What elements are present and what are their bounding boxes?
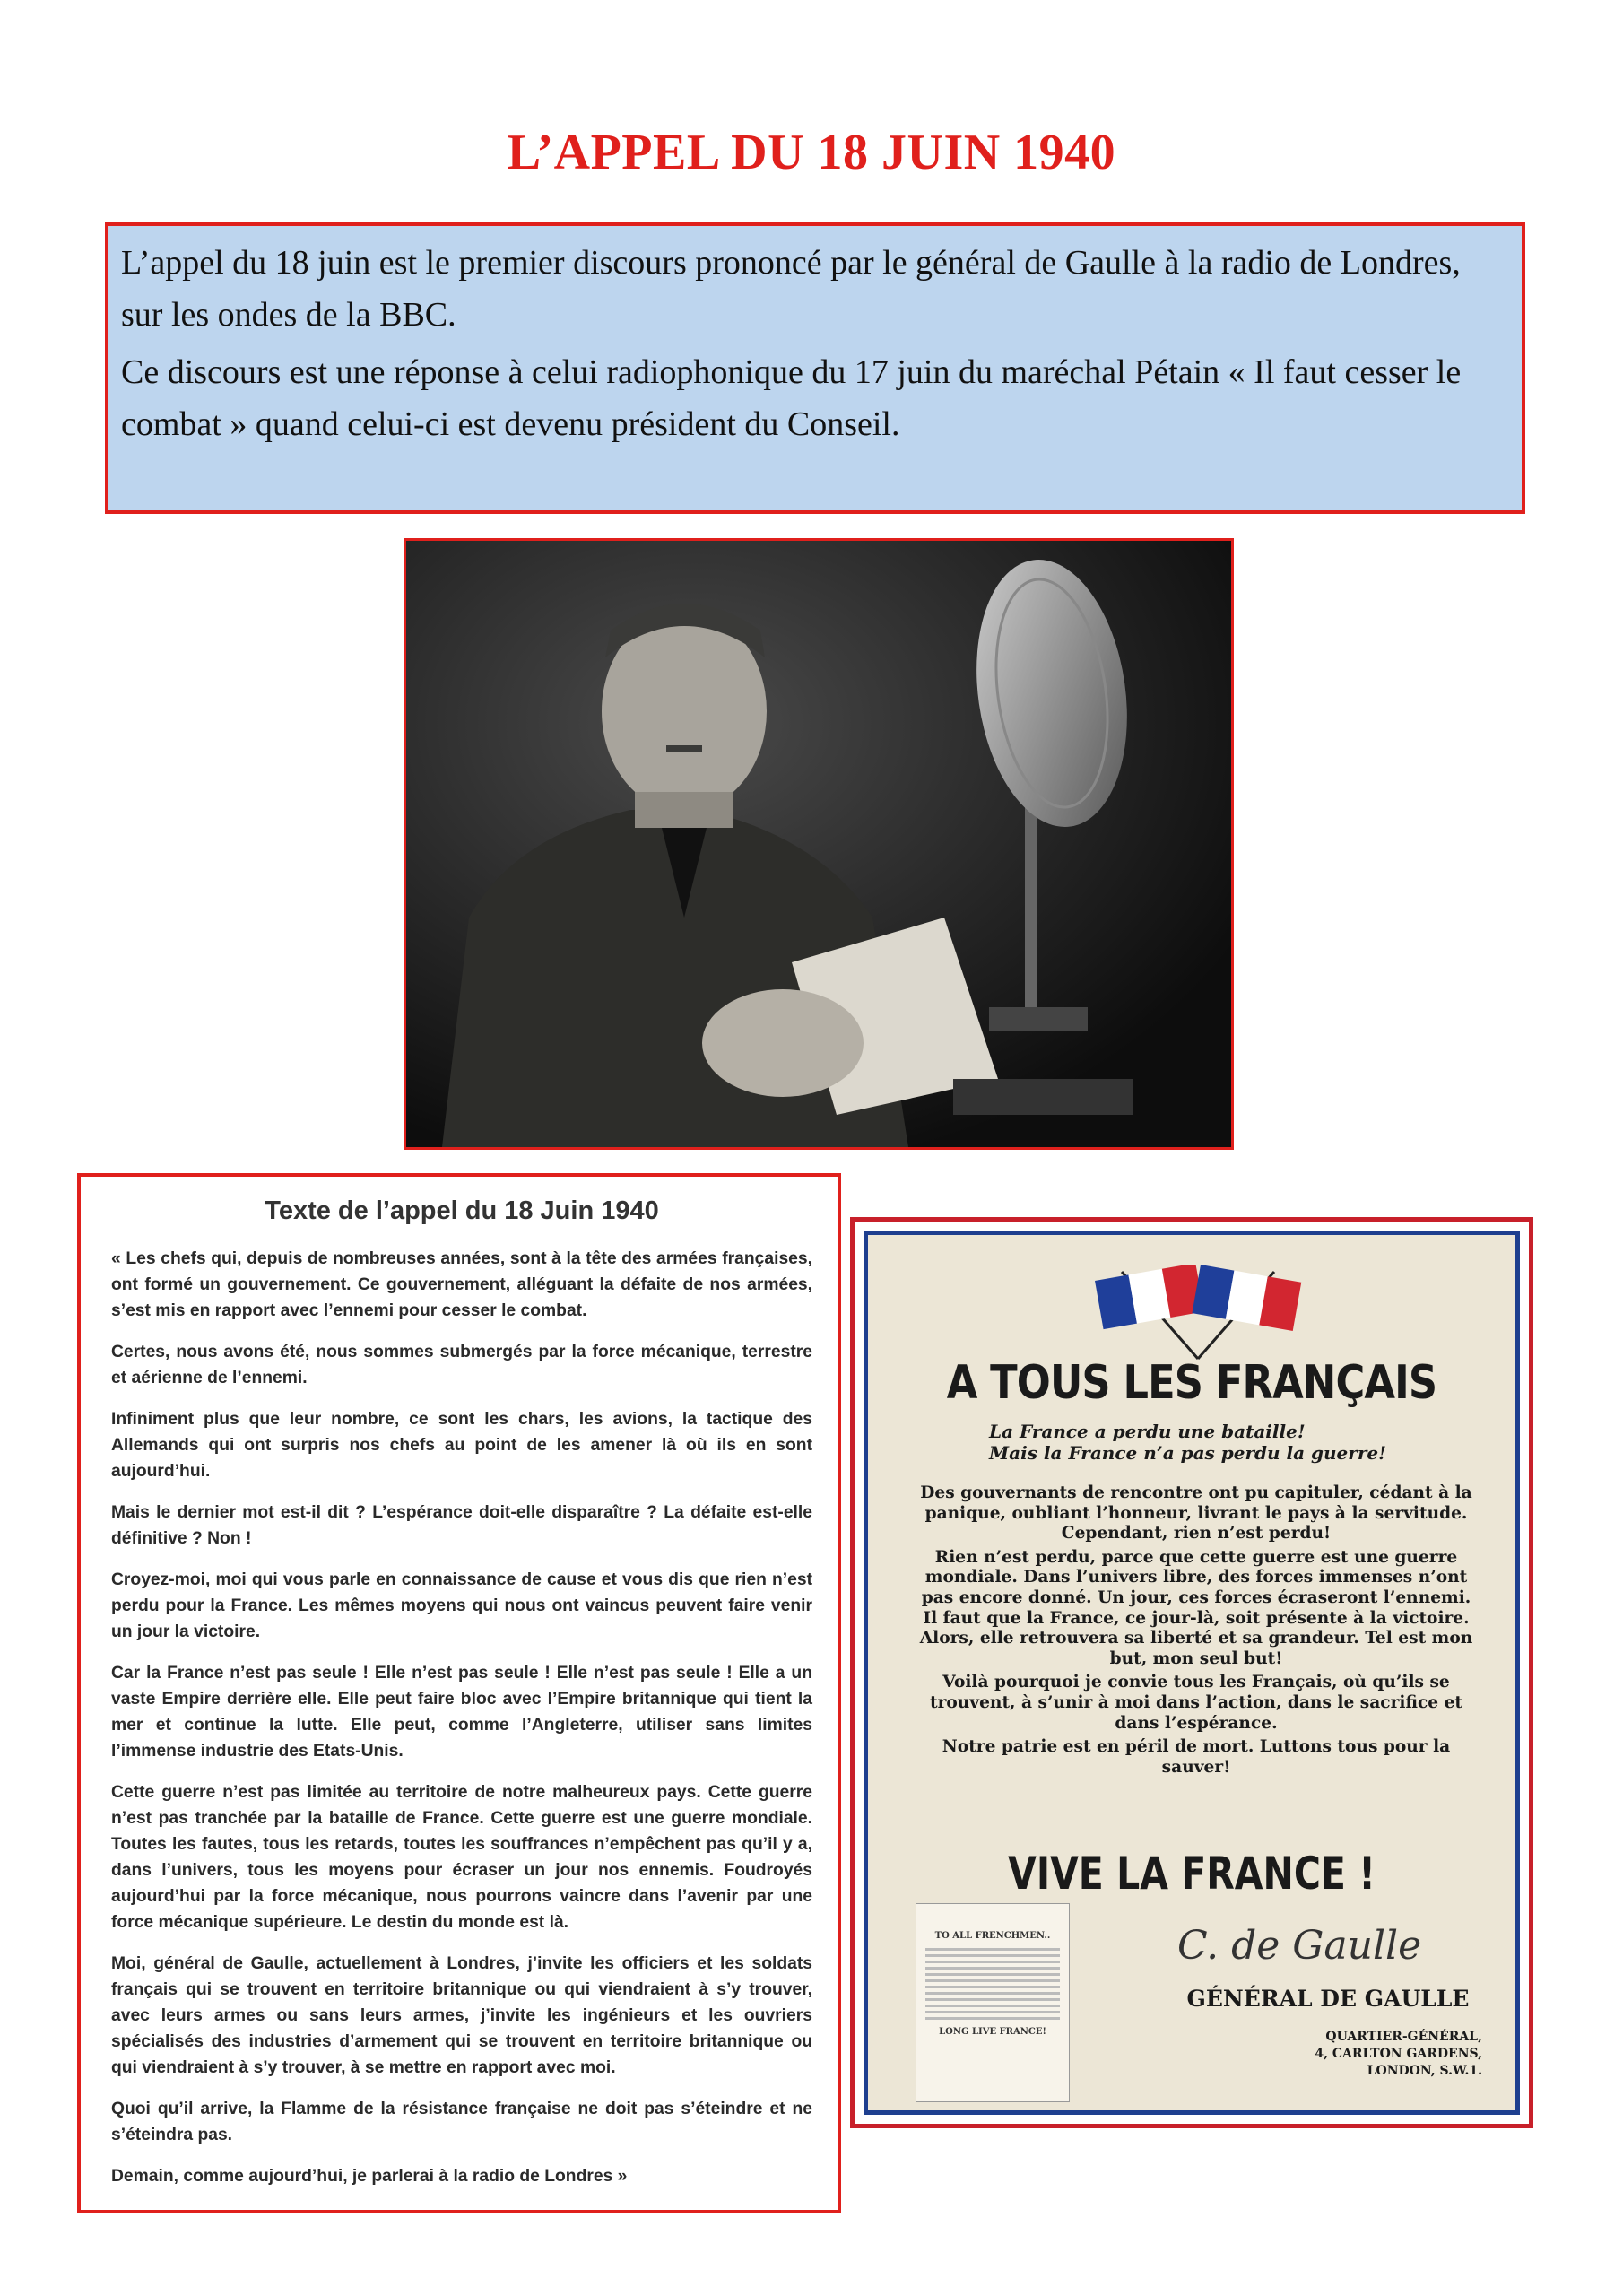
poster-slogan: VIVE LA FRANCE ! (1008, 1848, 1376, 1900)
poster-title: A TOUS LES FRANÇAIS (946, 1356, 1437, 1410)
speech-paragraph: Certes, nous avons été, nous sommes submergés par la force mécanique, terrestre et aérienne de l’ennemi. (111, 1343, 812, 1387)
poster-signatory: GÉNÉRAL DE GAULLE (1186, 1986, 1470, 2012)
speech-text-box (77, 1173, 841, 2213)
poster-paragraph: Rien n’est perdu, parce que cette guerre est une guerre mondiale. Dans l’univers libre, des forces immenses n’ont pas encore donné. Un jour, ces forces écraseront l’ennemi. Il faut que la France, ce jour-là, soit présente à la victoire. Alors, elle retrouvera sa liberté et sa grandeur. Tel est mon but, mon seul but! (919, 1547, 1473, 1668)
poster-signature: C. de Gaulle (1177, 1923, 1422, 1969)
poster-body (917, 1483, 1475, 1781)
speech-paragraph: Quoi qu’il arrive, la Flamme de la résistance française ne doit pas s’éteindre et ne s’éteindra pas. (111, 2100, 812, 2144)
speech-paragraph: Demain, comme aujourd’hui, je parlerai à la radio de Londres » (111, 2167, 628, 2186)
poster-subtitle (989, 1421, 1455, 1464)
poster-subtitle-line: Mais la France n’a pas perdu la guerre! (989, 1442, 1386, 1464)
french-flags-icon (1086, 1265, 1310, 1363)
poster-paragraph: Des gouvernants de rencontre ont pu capituler, cédant à la panique, oubliant l’honneur, livrant le pays à la servitude. Cependant, rien n’est perdu! (920, 1483, 1472, 1544)
poster-address-line: QUARTIER-GÉNÉRAL, (1325, 2030, 1482, 2044)
speech-paragraph: Moi, général de Gaulle, actuellement à Londres, j’invite les officiers et les soldats français qui se trouvent en territoire britannique ou qui viendraient à s’y trouver, avec leurs armes ou sans leurs armes, j’invite les ingénieurs et les ouvriers spécialisés des industries d’armement qui se trouvent en territoire britannique ou qui viendraient à s’y trouver, à se mettre en rapport avec moi. (111, 1954, 812, 2077)
poster-subtitle-line: La France a perdu une bataille! (989, 1421, 1306, 1442)
poster-english-inset (916, 1903, 1070, 2102)
speech-paragraph: Mais le dernier mot est-il dit ? L’espérance doit-elle disparaître ? La défaite est-elle définitive ? Non ! (111, 1503, 812, 1548)
poster-paragraph: Notre patrie est en péril de mort. Luttons tous pour la sauver! (942, 1737, 1451, 1777)
page-title: L’APPEL DU 18 JUIN 1940 (507, 125, 1116, 180)
inset-title: TO ALL FRENCHMEN.. (934, 1931, 1051, 1941)
poster-a-tous-les-francais (850, 1217, 1533, 2128)
intro-paragraph: L’appel du 18 juin est le premier discours prononcé par le général de Gaulle à la radio de Londres, sur les ondes de la BBC. (121, 244, 1461, 334)
speech-paragraph: « Les chefs qui, depuis de nombreuses années, sont à la tête des armées françaises, ont formé un gouvernement. Ce gouvernement, alléguant la défaite de nos armées, s’est mis en rapport avec l’ennemi pour cesser le combat. (111, 1249, 812, 1320)
speech-paragraph: Infiniment plus que leur nombre, ce sont les chars, les avions, la tactique des Allemands qui ont surpris nos chefs au point de les amener là où ils en sont aujourd’hui. (111, 1410, 812, 1481)
inset-footer: LONG LIVE FRANCE! (939, 2027, 1046, 2037)
inset-text-lines (925, 1948, 1060, 2020)
poster-address (1213, 2029, 1482, 2080)
poster-paragraph: Voilà pourquoi je convie tous les Français, où qu’ils se trouvent, à s’unir à moi dans l’action, dans le sacrifice et dans l’espérance. (929, 1673, 1463, 1733)
speech-heading: Texte de l’appel du 18 Juin 1940 (265, 1196, 659, 1225)
photo-illustration (406, 541, 1231, 1147)
poster-address-line: 4, CARLTON GARDENS, (1315, 2047, 1482, 2061)
intro-box (105, 222, 1525, 514)
speech-paragraph: Car la France n’est pas seule ! Elle n’est pas seule ! Elle n’est pas seule ! Elle a un vaste Empire derrière elle. Elle peut faire bloc avec l’Empire britannique qui tient la mer et continue la lutte. Elle peut, comme l’Angleterre, utiliser sans limites l’immense industrie des Etats-Unis. (111, 1664, 812, 1761)
poster-address-line: LONDON, S.W.1. (1367, 2064, 1482, 2078)
de-gaulle-photo (404, 538, 1234, 1150)
speech-paragraph: Cette guerre n’est pas limitée au territoire de notre malheureux pays. Cette guerre n’est pas tranchée par la bataille de France. Cette guerre est une guerre mondiale. Toutes les fautes, tous les retards, toutes les souffrances n’empêchent pas qu’il y a, dans l’univers, tous les moyens pour écraser un jour nos ennemis. Foudroyés aujourd’hui par la force mécanique, nous pourrons vaincre dans l’avenir par une force mécanique supérieure. Le destin du monde est là. (111, 1783, 812, 1932)
speech-paragraph: Croyez-moi, moi qui vous parle en connaissance de cause et vous dis que rien n’est perdu pour la France. Les mêmes moyens qui nous ont vaincus peuvent faire venir un jour la victoire. (111, 1570, 812, 1641)
intro-paragraph: Ce discours est une réponse à celui radiophonique du 17 juin du maréchal Pétain « Il faut cesser le combat » quand celui-ci est devenu président du Conseil. (121, 353, 1462, 443)
